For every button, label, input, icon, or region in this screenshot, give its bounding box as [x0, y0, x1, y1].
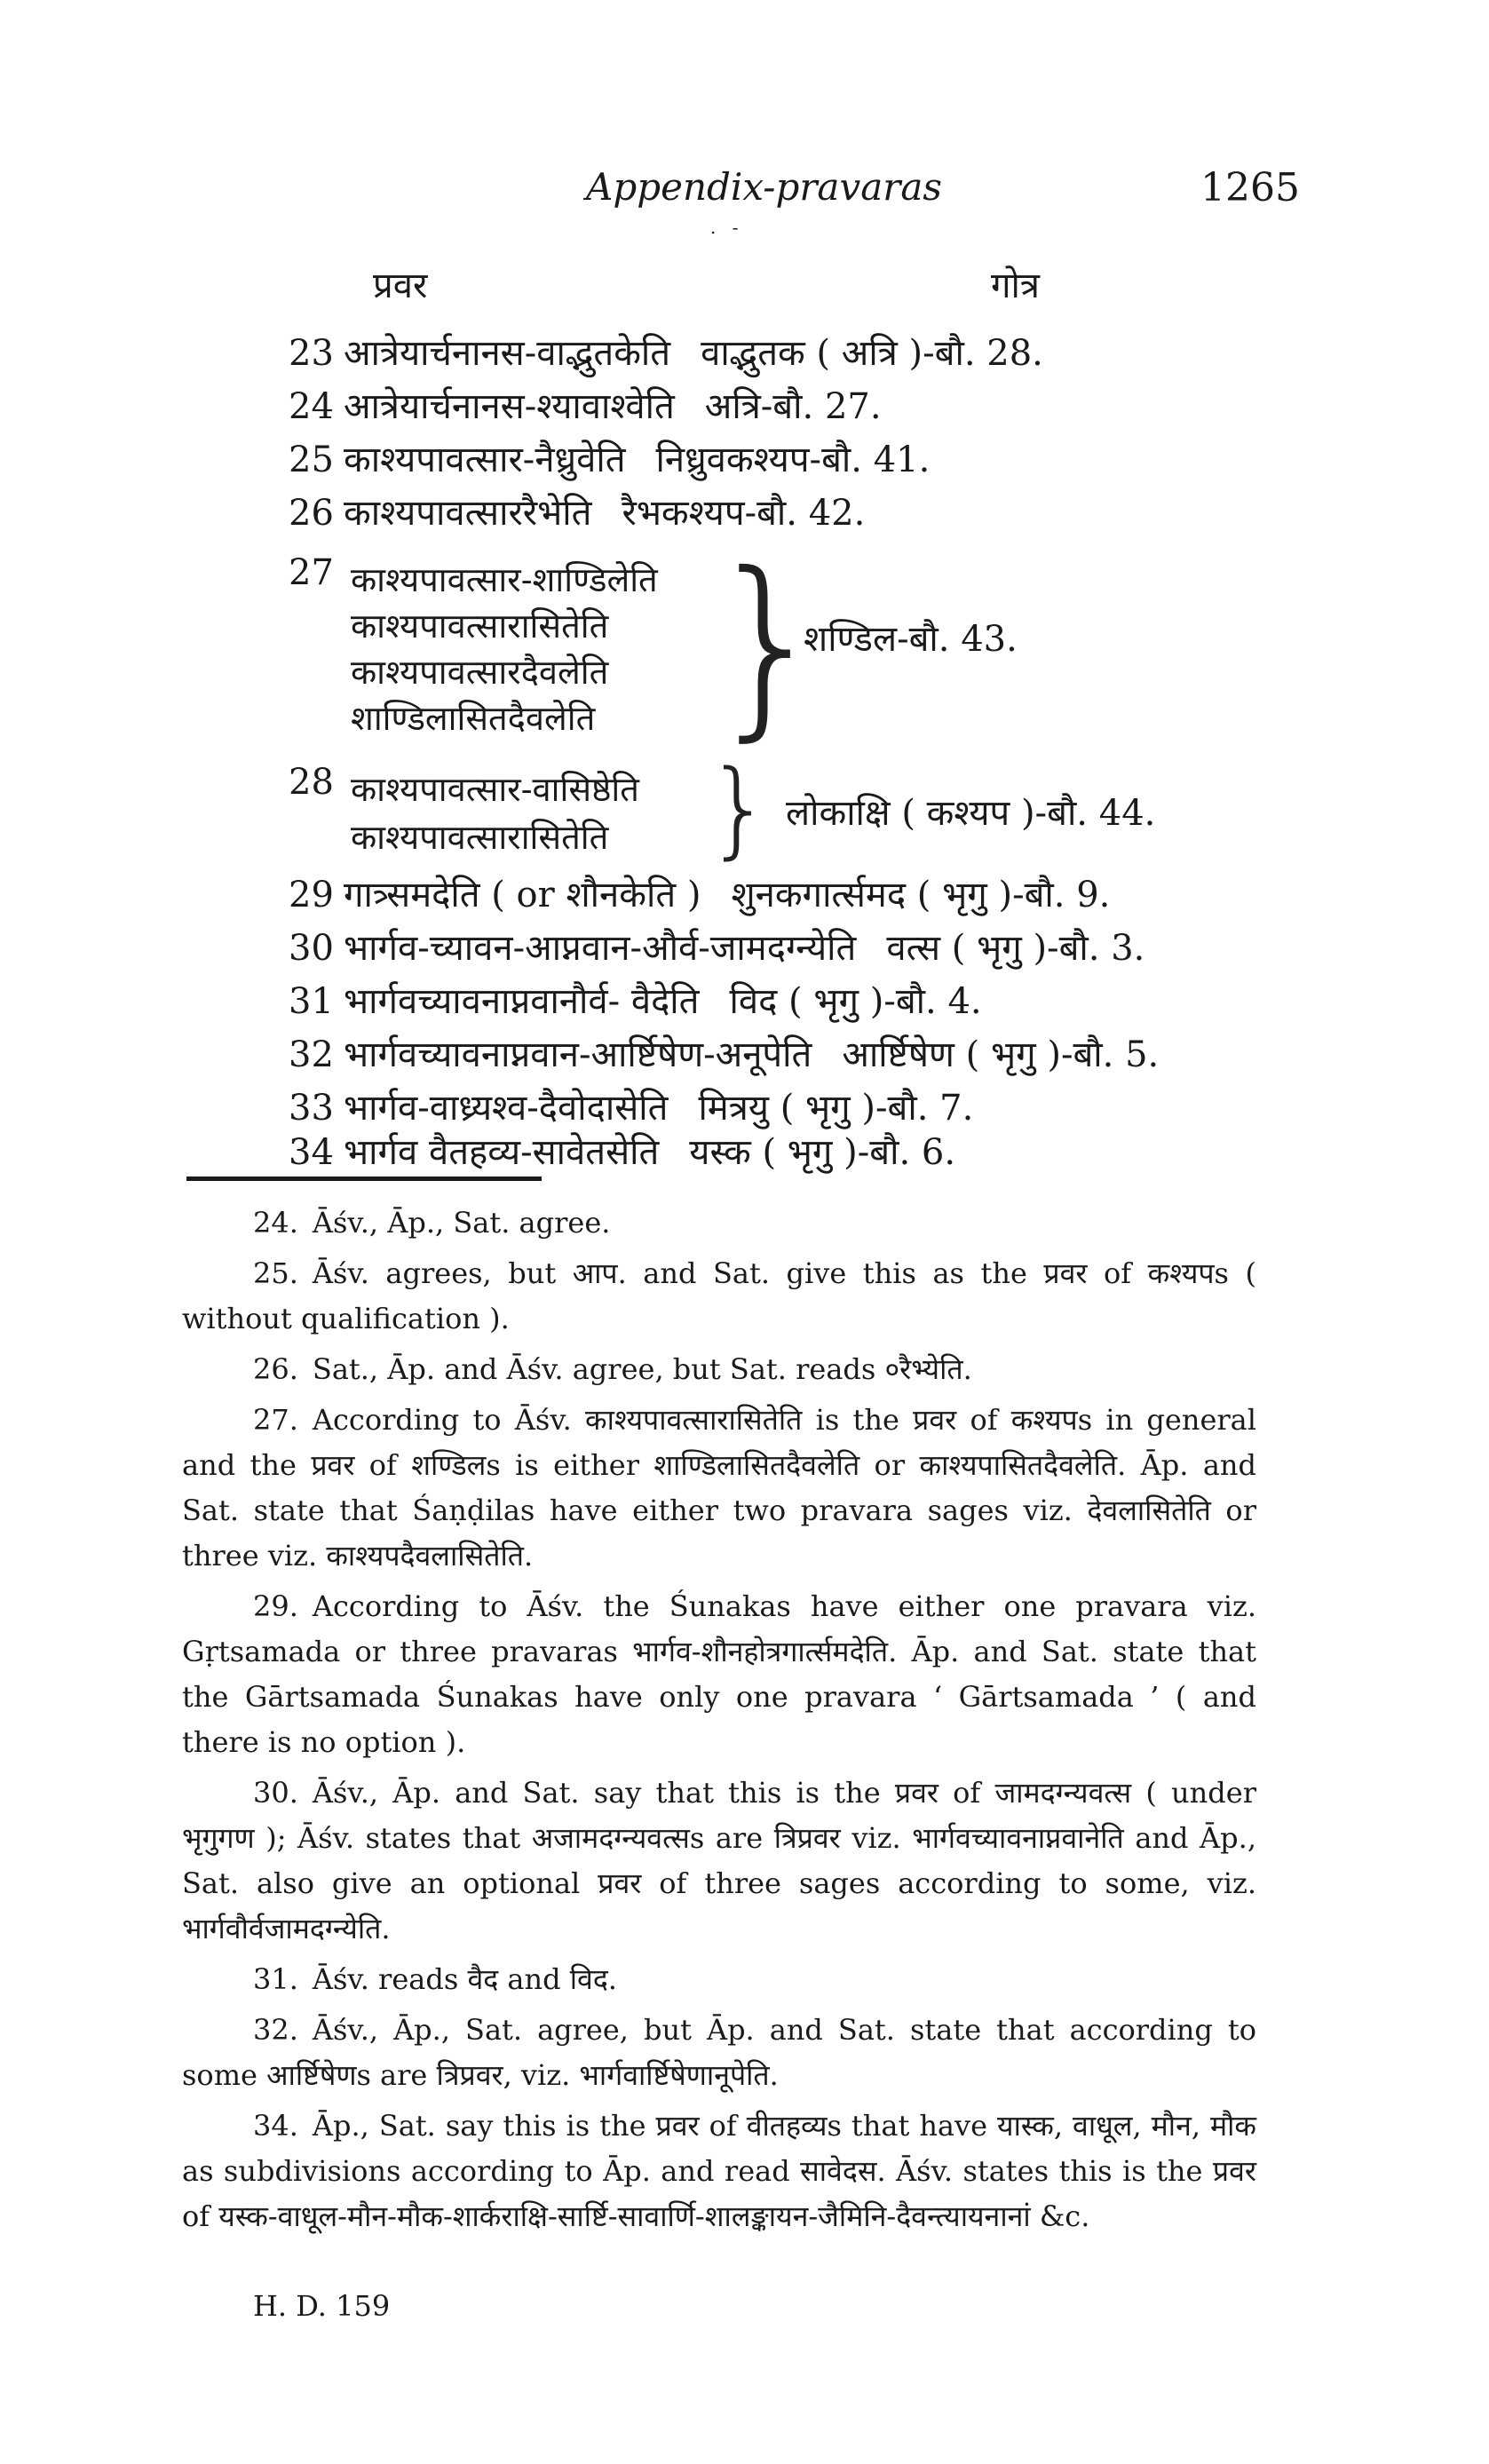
footnote-text: Āśv., Āp. and Sat. say that this is the प्रवर of जामदग्न्यवत्स ( under भृगुगण ); Āśv. states that अजामदग्न्यवत्सs are त्रिप्रवर viz. भार्गवच्यावनाप्नवानेति and Āp., Sat. also give an optional प्रवर of three sages according to some, viz. भार्गवौर्वजामदग्न्येति. — [182, 1776, 1256, 1945]
row-number: 34 — [289, 1132, 334, 1173]
footnote-text: Āśv. reads वैद and विद. — [312, 1962, 617, 1996]
footnote-number: 24. — [253, 1206, 298, 1240]
footnote-text: Āśv., Āp., Sat. agree, but Āp. and Sat. state that according to some आर्ष्टिषेणs are त्रिप्रवर, viz. भार्गवार्ष्टिषेणानूपेति. — [182, 2013, 1256, 2092]
running-head-title: Appendix-pravaras — [586, 165, 942, 209]
footnote-number: 25. — [253, 1256, 298, 1290]
row-gotra: रैभकश्यप-बौ. 42. — [622, 493, 866, 534]
group-line: काश्यपावत्सारासितेति — [351, 818, 609, 857]
row-pravara: भार्गव वैतहव्य-सावेतसेति — [344, 1132, 660, 1173]
footnote-text: According to Āśv. काश्यपावत्सारासितेति is the प्रवर of कश्यपs in general and the प्रवर of शण्डिलs is either शाण्डिलासितदैवलेति or काश्यपासितदैवलेति. Āp. and Sat. state that Śaṇḍilas have either two pravara sages viz. देवलासितेति or three viz. काश्यपदैवलासितेति. — [182, 1403, 1256, 1573]
footnote-number: 27. — [253, 1403, 298, 1437]
group-line: काश्यपावत्सारासितेति — [351, 606, 609, 646]
pravara-row — [289, 327, 1265, 376]
row-gotra: निध्रुवकश्यप-बौ. 41. — [655, 440, 931, 480]
row-pravara: भार्गवच्यावनाप्नवान-आर्ष्टिषेण-अनूपेति — [344, 1034, 812, 1075]
row-number: 30 — [289, 928, 334, 969]
footnote-number: 31. — [253, 1962, 298, 1996]
row-gotra: विद ( भृगु )-बौ. 4. — [729, 981, 982, 1022]
footnote — [182, 1771, 1256, 1952]
row-gotra: वत्स ( भृगु )-बौ. 3. — [886, 928, 1145, 969]
footnote-text: Sat., Āp. and Āśv. agree, but Sat. reads ०रैभ्येति. — [312, 1352, 972, 1386]
pravara-row — [289, 1126, 1265, 1175]
footnote — [182, 1957, 1256, 2002]
row-number: 24 — [289, 386, 334, 427]
row-gotra: वाद्भुतक ( अत्रि )-बौ. 28. — [701, 333, 1043, 374]
footnote-text: Āśv. agrees, but आप. and Sat. give this as the प्रवर of कश्यपs ( without qualification ). — [182, 1256, 1256, 1335]
row-gotra: यस्क ( भृगु )-बौ. 6. — [689, 1132, 956, 1173]
row-pravara: आत्रेयार्चनानस-श्यावाश्वेति — [344, 386, 675, 427]
footnote — [182, 2104, 1256, 2239]
pravara-row — [289, 922, 1265, 971]
group-line: शाण्डिलासितदैवलेति — [351, 699, 596, 738]
pravara-row — [289, 868, 1265, 917]
group-line: काश्यपावत्सारदैवलेति — [351, 653, 609, 692]
group-gotra: शण्डिल-बौ. 43. — [804, 619, 1018, 660]
footnote-number: 34. — [253, 2109, 298, 2143]
row-pravara: आत्रेयार्चनानस-वाद्भुतकेति — [344, 333, 671, 374]
signature-mark: H. D. 159 — [253, 2289, 391, 2323]
row-gotra: शुनकगार्त्समद ( भृगु )-बौ. 9. — [731, 875, 1111, 915]
header-dots: . - — [710, 217, 744, 238]
footnote-number: 32. — [253, 2013, 298, 2047]
row-pravara: गात्र्समदेति ( or शौनकेति ) — [344, 875, 701, 915]
pravara-group-28 — [289, 747, 1265, 869]
row-number: 32 — [289, 1034, 334, 1075]
row-pravara: भार्गव-च्यावन-आप्नवान-और्व-जामदग्न्येति — [344, 928, 857, 969]
footnote — [182, 1347, 1256, 1392]
pravara-row — [289, 1028, 1265, 1077]
row-gotra: अत्रि-बौ. 27. — [704, 386, 882, 427]
row-pravara: भार्गव-वाध्र्यश्व-दैवोदासेति — [344, 1088, 669, 1129]
row-gotra: आर्ष्टिषेण ( भृगु )-बौ. 5. — [842, 1034, 1160, 1075]
row-number: 33 — [289, 1088, 334, 1129]
footnotes — [182, 1200, 1256, 2245]
footnote-text: Āśv., Āp., Sat. agree. — [312, 1206, 611, 1240]
pravara-row — [289, 433, 1265, 482]
footnote-number: 26. — [253, 1352, 298, 1386]
group-line: काश्यपावत्सार-शाण्डिलेति — [351, 560, 658, 599]
footnote-rule — [186, 1177, 542, 1181]
brace-icon: } — [706, 747, 773, 869]
pravara-row — [289, 975, 1265, 1024]
footnote — [182, 1398, 1256, 1579]
row-pravara: काश्यपावत्सार-नैध्रुवेति — [344, 440, 626, 480]
column-head-pravara: प्रवर — [373, 265, 428, 306]
row-pravara: काश्यपावत्साररैभेति — [344, 493, 592, 534]
row-number: 29 — [289, 875, 334, 915]
brace-icon: } — [706, 531, 830, 758]
column-head-gotra: गोत्र — [991, 265, 1040, 306]
row-number: 31 — [289, 981, 334, 1022]
footnote-number: 30. — [253, 1776, 298, 1810]
row-gotra: मित्रयु ( भृगु )-बौ. 7. — [698, 1088, 974, 1129]
pravara-row — [289, 1081, 1265, 1130]
group-line: काश्यपावत्सार-वासिष्ठेति — [351, 770, 639, 809]
row-number: 23 — [289, 333, 334, 374]
footnote — [182, 2008, 1256, 2098]
row-number: 26 — [289, 493, 334, 534]
footnote — [182, 1200, 1256, 1246]
pravara-row — [289, 380, 1265, 429]
footnote — [182, 1251, 1256, 1342]
row-number: 28 — [289, 762, 334, 803]
row-number: 25 — [289, 440, 334, 480]
footnote-text: According to Āśv. the Śunakas have either one pravara viz. Gṛtsamada or three pravaras भार्गव-शौनहोत्रगार्त्समदेति. Āp. and Sat. state that the Gārtsamada Śunakas have only one pravara ‘ Gārtsamada ’ ( and there is no option ). — [182, 1589, 1256, 1759]
row-pravara: भार्गवच्यावनाप्नवानौर्व- वैदेति — [344, 981, 700, 1022]
pravara-group-27 — [289, 531, 1265, 758]
row-number: 27 — [289, 552, 334, 593]
group-gotra: लोकाक्षि ( कश्यप )-बौ. 44. — [786, 793, 1156, 834]
footnote-number: 29. — [253, 1589, 298, 1623]
page-number: 1265 — [1200, 165, 1300, 210]
footnote — [182, 1584, 1256, 1765]
footnote-text: Āp., Sat. say this is the प्रवर of वीतहव्यs that have यास्क, वाधूल, मौन, मौक as subdivisions according to Āp. and read सावेदस. Āśv. states this is the प्रवर of यस्क-वाधूल-मौन-मौक-शार्कराक्षि-सार्ष्टि-सावार्णि-शालङ्कायन-जैमिनि-दैवन्त्यायनानां &c. — [182, 2109, 1256, 2233]
pravara-row — [289, 487, 1265, 535]
